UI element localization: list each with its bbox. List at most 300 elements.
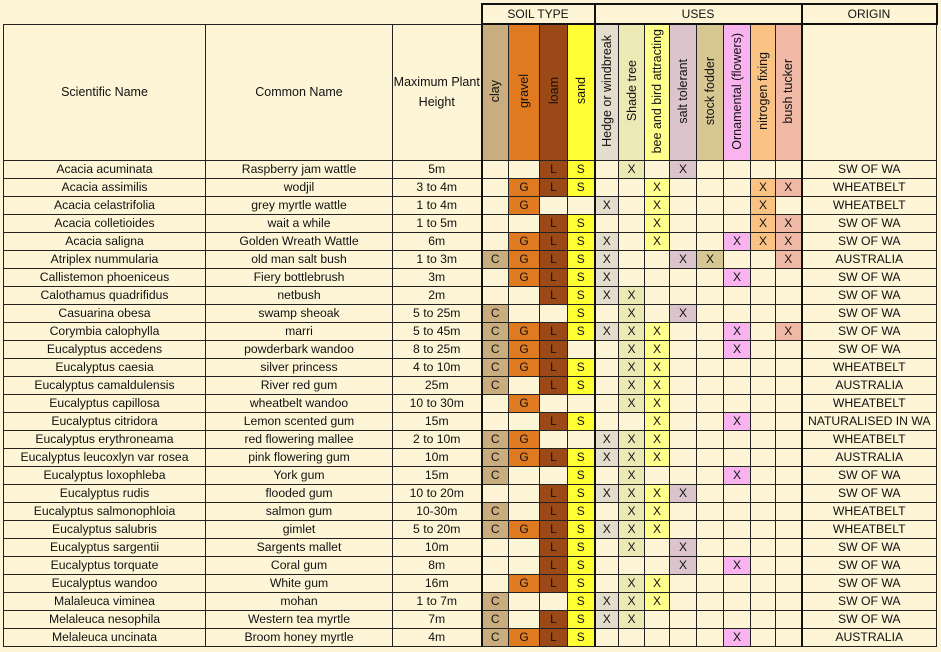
use-ornamental-cell [724, 611, 751, 629]
common-name-cell: salmon gum [206, 503, 393, 521]
soil-loam-cell: L [540, 521, 568, 539]
soil-clay-cell: C [482, 593, 509, 611]
origin-cell: AUSTRALIA [802, 449, 937, 467]
use-hedge-cell: X [595, 431, 619, 449]
soil-sand-cell [568, 341, 595, 359]
use-hedge-cell: X [595, 323, 619, 341]
header-use-label: Ornamental (flowers) [730, 32, 744, 150]
origin-cell: SW OF WA [802, 611, 937, 629]
use-bee-cell [645, 611, 670, 629]
soil-gravel-cell [509, 539, 540, 557]
soil-sand-cell [568, 395, 595, 413]
header-max-height: Maximum Plant Height [393, 24, 482, 161]
scientific-name-cell: Melaleuca nesophila [4, 611, 206, 629]
origin-cell: AUSTRALIA [802, 251, 937, 269]
table-row [4, 287, 937, 305]
soil-sand-cell: S [568, 629, 595, 647]
common-name-cell: Fiery bottlebrush [206, 269, 393, 287]
soil-sand-cell: S [568, 485, 595, 503]
header-use-fodder [697, 24, 724, 161]
use-hedge-cell: X [595, 287, 619, 305]
use-salt-cell [670, 359, 697, 377]
soil-loam-cell: L [540, 323, 568, 341]
soil-sand-cell: S [568, 269, 595, 287]
use-hedge-cell: X [595, 449, 619, 467]
use-nitrogen-cell [751, 557, 776, 575]
soil-loam-cell [540, 197, 568, 215]
common-name-cell: netbush [206, 287, 393, 305]
use-bee-cell: X [645, 395, 670, 413]
soil-loam-cell: L [540, 449, 568, 467]
table-row [4, 467, 937, 485]
common-name-cell: mohan [206, 593, 393, 611]
use-bush-cell [776, 269, 802, 287]
header-use-hedge [595, 24, 619, 161]
soil-clay-cell [482, 161, 509, 179]
header-soil-label: clay [488, 79, 503, 103]
use-shade-cell: X [619, 611, 645, 629]
height-cell: 4m [393, 629, 482, 647]
use-ornamental-cell [724, 251, 751, 269]
use-salt-cell: X [670, 539, 697, 557]
use-salt-cell [670, 467, 697, 485]
use-bush-cell [776, 377, 802, 395]
use-salt-cell [670, 197, 697, 215]
soil-loam-cell: L [540, 377, 568, 395]
use-bee-cell: X [645, 593, 670, 611]
common-name-cell: Golden Wreath Wattle [206, 233, 393, 251]
table-row [4, 341, 937, 359]
origin-cell: WHEATBELT [802, 197, 937, 215]
origin-cell: SW OF WA [802, 485, 937, 503]
use-shade-cell: X [619, 593, 645, 611]
table-row [4, 521, 937, 539]
use-bush-cell [776, 341, 802, 359]
height-cell: 15m [393, 413, 482, 431]
soil-gravel-cell: G [509, 179, 540, 197]
use-bush-cell: X [776, 215, 802, 233]
group-uses: USES [595, 4, 802, 24]
use-fodder-cell [697, 359, 724, 377]
table-body [4, 161, 937, 647]
scientific-name-cell: Malaleuca viminea [4, 593, 206, 611]
use-shade-cell: X [619, 323, 645, 341]
scientific-name-cell: Eucalyptus rudis [4, 485, 206, 503]
use-ornamental-cell [724, 449, 751, 467]
use-bush-cell [776, 161, 802, 179]
use-nitrogen-cell [751, 251, 776, 269]
soil-loam-cell: L [540, 575, 568, 593]
soil-gravel-cell: G [509, 395, 540, 413]
use-fodder-cell [697, 467, 724, 485]
use-shade-cell [619, 233, 645, 251]
soil-gravel-cell: G [509, 521, 540, 539]
common-name-cell: silver princess [206, 359, 393, 377]
scientific-name-cell: Eucalyptus camaldulensis [4, 377, 206, 395]
use-shade-cell [619, 179, 645, 197]
header-use-label: bee and bird attracting [650, 28, 664, 154]
use-bush-cell [776, 359, 802, 377]
use-salt-cell [670, 611, 697, 629]
use-salt-cell [670, 431, 697, 449]
scientific-name-cell: Corymbia calophylla [4, 323, 206, 341]
use-fodder-cell: X [697, 251, 724, 269]
scientific-name-cell: Acacia assimilis [4, 179, 206, 197]
soil-sand-cell: S [568, 449, 595, 467]
scientific-name-cell: Callistemon phoeniceus [4, 269, 206, 287]
scientific-name-cell: Eucalyptus sargentii [4, 539, 206, 557]
use-shade-cell: X [619, 467, 645, 485]
origin-cell: SW OF WA [802, 215, 937, 233]
table-row [4, 431, 937, 449]
use-bush-cell [776, 197, 802, 215]
use-bush-cell [776, 485, 802, 503]
soil-clay-cell: C [482, 305, 509, 323]
use-nitrogen-cell [751, 305, 776, 323]
use-ornamental-cell: X [724, 341, 751, 359]
use-bee-cell: X [645, 359, 670, 377]
use-salt-cell: X [670, 161, 697, 179]
plant-table [3, 3, 938, 647]
table-row [4, 251, 937, 269]
soil-loam-cell [540, 467, 568, 485]
use-fodder-cell [697, 431, 724, 449]
use-bee-cell: X [645, 341, 670, 359]
soil-clay-cell [482, 413, 509, 431]
soil-clay-cell [482, 485, 509, 503]
use-ornamental-cell [724, 287, 751, 305]
table-row [4, 161, 937, 179]
common-name-cell: swamp sheoak [206, 305, 393, 323]
table-row [4, 305, 937, 323]
height-cell: 1 to 4m [393, 197, 482, 215]
table-row [4, 629, 937, 647]
height-cell: 3m [393, 269, 482, 287]
height-cell: 6m [393, 233, 482, 251]
soil-gravel-cell: G [509, 449, 540, 467]
common-name-cell: powderbark wandoo [206, 341, 393, 359]
use-shade-cell: X [619, 287, 645, 305]
common-name-cell: old man salt bush [206, 251, 393, 269]
use-ornamental-cell: X [724, 323, 751, 341]
soil-gravel-cell [509, 467, 540, 485]
scientific-name-cell: Eucalyptus leucoxlyn var rosea [4, 449, 206, 467]
origin-cell: AUSTRALIA [802, 377, 937, 395]
soil-loam-cell: L [540, 611, 568, 629]
use-nitrogen-cell [751, 341, 776, 359]
use-nitrogen-cell [751, 161, 776, 179]
soil-clay-cell: C [482, 341, 509, 359]
use-shade-cell: X [619, 449, 645, 467]
use-salt-cell [670, 629, 697, 647]
height-cell: 3 to 4m [393, 179, 482, 197]
soil-sand-cell: S [568, 323, 595, 341]
use-ornamental-cell: X [724, 233, 751, 251]
use-salt-cell [670, 593, 697, 611]
soil-sand-cell: S [568, 215, 595, 233]
use-hedge-cell: X [595, 269, 619, 287]
origin-cell: SW OF WA [802, 557, 937, 575]
scientific-name-cell: Eucalyptus capillosa [4, 395, 206, 413]
use-salt-cell [670, 287, 697, 305]
use-bush-cell: X [776, 323, 802, 341]
table-row [4, 503, 937, 521]
use-salt-cell [670, 449, 697, 467]
use-bee-cell [645, 557, 670, 575]
common-name-cell: grey myrtle wattle [206, 197, 393, 215]
header-soil-label: loam [546, 77, 561, 105]
table-row [4, 611, 937, 629]
table-row [4, 395, 937, 413]
soil-clay-cell: C [482, 431, 509, 449]
soil-gravel-cell [509, 377, 540, 395]
table-row [4, 215, 937, 233]
use-bee-cell: X [645, 413, 670, 431]
origin-cell: NATURALISED IN WA [802, 413, 937, 431]
use-hedge-cell [595, 503, 619, 521]
use-nitrogen-cell [751, 449, 776, 467]
use-ornamental-cell [724, 179, 751, 197]
use-ornamental-cell: X [724, 413, 751, 431]
use-shade-cell: X [619, 503, 645, 521]
use-ornamental-cell [724, 521, 751, 539]
use-shade-cell [619, 629, 645, 647]
scientific-name-cell: Eucalyptus accedens [4, 341, 206, 359]
common-name-cell: wodjil [206, 179, 393, 197]
soil-clay-cell: C [482, 359, 509, 377]
soil-gravel-cell [509, 593, 540, 611]
common-name-cell: gimlet [206, 521, 393, 539]
soil-sand-cell: S [568, 539, 595, 557]
soil-clay-cell: C [482, 503, 509, 521]
header-soil-sand [568, 24, 595, 161]
use-bee-cell [645, 251, 670, 269]
use-bush-cell: X [776, 233, 802, 251]
scientific-name-cell: Eucalyptus torquate [4, 557, 206, 575]
soil-clay-cell [482, 179, 509, 197]
height-cell: 10m [393, 539, 482, 557]
table-row [4, 485, 937, 503]
use-shade-cell [619, 269, 645, 287]
soil-gravel-cell: G [509, 359, 540, 377]
height-cell: 2 to 10m [393, 431, 482, 449]
use-fodder-cell [697, 539, 724, 557]
use-nitrogen-cell [751, 359, 776, 377]
use-salt-cell: X [670, 485, 697, 503]
use-nitrogen-cell [751, 377, 776, 395]
header-use-label: salt tolerant [676, 58, 690, 124]
use-nitrogen-cell [751, 575, 776, 593]
soil-clay-cell [482, 269, 509, 287]
soil-gravel-cell [509, 485, 540, 503]
height-cell: 8 to 25m [393, 341, 482, 359]
soil-gravel-cell [509, 503, 540, 521]
use-shade-cell: X [619, 305, 645, 323]
use-bee-cell [645, 539, 670, 557]
use-nitrogen-cell [751, 287, 776, 305]
soil-clay-cell: C [482, 377, 509, 395]
soil-loam-cell [540, 593, 568, 611]
soil-gravel-cell: G [509, 323, 540, 341]
use-salt-cell [670, 503, 697, 521]
table-row [4, 359, 937, 377]
scientific-name-cell: Acacia colletioides [4, 215, 206, 233]
soil-gravel-cell: G [509, 431, 540, 449]
origin-cell: WHEATBELT [802, 521, 937, 539]
use-bush-cell [776, 575, 802, 593]
scientific-name-cell: Eucalyptus erythroneama [4, 431, 206, 449]
height-cell: 5 to 25m [393, 305, 482, 323]
soil-clay-cell [482, 575, 509, 593]
common-name-cell: red flowering mallee [206, 431, 393, 449]
use-hedge-cell: X [595, 233, 619, 251]
column-header-row [4, 24, 937, 161]
soil-gravel-cell: G [509, 197, 540, 215]
use-shade-cell: X [619, 395, 645, 413]
use-bush-cell [776, 503, 802, 521]
soil-clay-cell: C [482, 629, 509, 647]
soil-sand-cell: S [568, 467, 595, 485]
soil-gravel-cell [509, 557, 540, 575]
use-bee-cell [645, 629, 670, 647]
use-shade-cell [619, 251, 645, 269]
soil-sand-cell: S [568, 575, 595, 593]
use-fodder-cell [697, 287, 724, 305]
header-use-nitrogen [751, 24, 776, 161]
use-bush-cell [776, 539, 802, 557]
use-bush-cell [776, 629, 802, 647]
use-bee-cell: X [645, 503, 670, 521]
soil-clay-cell: C [482, 611, 509, 629]
use-fodder-cell [697, 377, 724, 395]
use-nitrogen-cell: X [751, 215, 776, 233]
soil-gravel-cell [509, 287, 540, 305]
table-row [4, 593, 937, 611]
height-cell: 10 to 30m [393, 395, 482, 413]
use-ornamental-cell [724, 485, 751, 503]
header-use-label: Shade tree [624, 60, 639, 122]
origin-cell: SW OF WA [802, 287, 937, 305]
use-ornamental-cell [724, 575, 751, 593]
use-bush-cell [776, 431, 802, 449]
table-row [4, 557, 937, 575]
scientific-name-cell: Eucalyptus loxophleba [4, 467, 206, 485]
soil-gravel-cell: G [509, 251, 540, 269]
soil-gravel-cell [509, 161, 540, 179]
use-ornamental-cell [724, 305, 751, 323]
use-nitrogen-cell [751, 611, 776, 629]
scientific-name-cell: Eucalyptus wandoo [4, 575, 206, 593]
use-shade-cell: X [619, 161, 645, 179]
use-hedge-cell [595, 215, 619, 233]
soil-gravel-cell [509, 611, 540, 629]
use-fodder-cell [697, 197, 724, 215]
header-soil-gravel [509, 24, 540, 161]
use-fodder-cell [697, 269, 724, 287]
height-cell: 16m [393, 575, 482, 593]
use-bee-cell [645, 467, 670, 485]
use-hedge-cell [595, 575, 619, 593]
group-soil-type: SOIL TYPE [482, 4, 595, 24]
use-bush-cell [776, 287, 802, 305]
use-fodder-cell [697, 395, 724, 413]
use-bee-cell: X [645, 521, 670, 539]
use-nitrogen-cell [751, 629, 776, 647]
use-shade-cell: X [619, 485, 645, 503]
use-bush-cell [776, 593, 802, 611]
use-shade-cell [619, 215, 645, 233]
use-ornamental-cell [724, 377, 751, 395]
height-cell: 15m [393, 467, 482, 485]
table-row [4, 449, 937, 467]
soil-clay-cell [482, 197, 509, 215]
origin-cell: SW OF WA [802, 593, 937, 611]
use-salt-cell [670, 395, 697, 413]
scientific-name-cell: Acacia saligna [4, 233, 206, 251]
header-soil-label: sand [573, 77, 588, 105]
origin-cell: SW OF WA [802, 539, 937, 557]
use-bush-cell [776, 467, 802, 485]
use-ornamental-cell: X [724, 629, 751, 647]
use-bee-cell [645, 161, 670, 179]
use-shade-cell: X [619, 359, 645, 377]
soil-gravel-cell: G [509, 629, 540, 647]
soil-loam-cell: L [540, 161, 568, 179]
table-row [4, 197, 937, 215]
use-fodder-cell [697, 629, 724, 647]
scientific-name-cell: Atriplex nummularia [4, 251, 206, 269]
use-ornamental-cell: X [724, 467, 751, 485]
header-use-label: bush tucker [781, 58, 796, 124]
height-cell: 1 to 7m [393, 593, 482, 611]
use-salt-cell [670, 341, 697, 359]
use-shade-cell: X [619, 539, 645, 557]
header-use-ornamental [724, 24, 751, 161]
use-shade-cell [619, 413, 645, 431]
use-ornamental-cell [724, 161, 751, 179]
use-nitrogen-cell [751, 467, 776, 485]
soil-loam-cell: L [540, 215, 568, 233]
soil-loam-cell: L [540, 413, 568, 431]
use-bee-cell: X [645, 377, 670, 395]
common-name-cell: Lemon scented gum [206, 413, 393, 431]
use-bush-cell: X [776, 251, 802, 269]
use-hedge-cell [595, 557, 619, 575]
soil-clay-cell [482, 539, 509, 557]
use-hedge-cell [595, 629, 619, 647]
use-nitrogen-cell [751, 539, 776, 557]
use-fodder-cell [697, 323, 724, 341]
soil-loam-cell: L [540, 629, 568, 647]
use-shade-cell [619, 557, 645, 575]
soil-loam-cell: L [540, 269, 568, 287]
use-fodder-cell [697, 413, 724, 431]
soil-sand-cell: S [568, 251, 595, 269]
soil-loam-cell: L [540, 287, 568, 305]
soil-sand-cell: S [568, 503, 595, 521]
use-salt-cell [670, 269, 697, 287]
use-fodder-cell [697, 575, 724, 593]
soil-loam-cell: L [540, 485, 568, 503]
soil-sand-cell: S [568, 521, 595, 539]
table-row [4, 377, 937, 395]
header-common-name: Common Name [206, 24, 393, 161]
use-bush-cell [776, 611, 802, 629]
soil-clay-cell: C [482, 251, 509, 269]
origin-cell: SW OF WA [802, 161, 937, 179]
use-bush-cell: X [776, 179, 802, 197]
soil-sand-cell: S [568, 557, 595, 575]
